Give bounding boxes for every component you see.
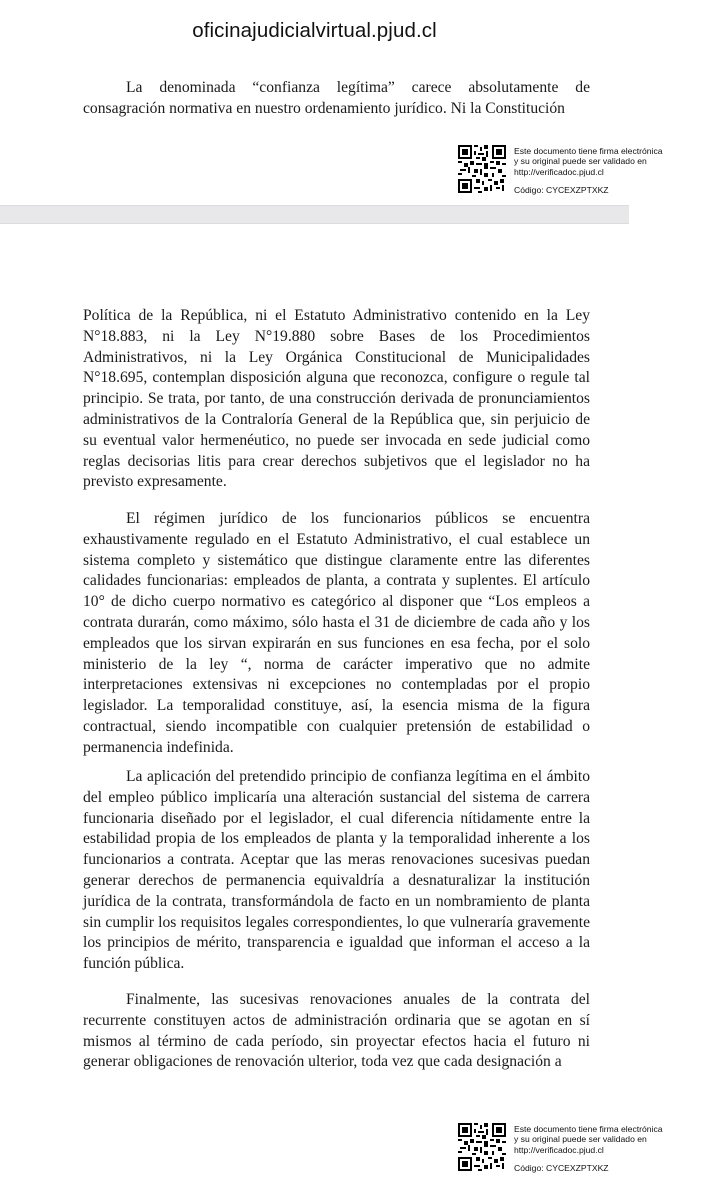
url-text: oficinajudicialvirtual.pjud.cl [192, 19, 437, 42]
verification-code: Código: CYCEXZPTXKZ [514, 184, 609, 195]
verification-stamp-bottom[interactable] [458, 1123, 663, 1173]
browser-url-bar[interactable] [0, 0, 629, 62]
document-paragraph-5: Finalmente, las sucesivas renovaciones anuales de la contrata del recurrente constituyen actos de administración ordinaria que se agotan en sí mismos al término de cada período, sin proyectar efectos hacia el futuro ni generar obligaciones de renovación ulterior, toda vez que cada designación a [83, 991, 590, 1071]
verification-code: Código: CYCEXZPTXKZ [514, 1162, 609, 1173]
document-paragraph-4: La aplicación del pretendido principio de confianza legítima en el ámbito del empleo público implicaría una alteración sustancial del sistema de carrera funcionaria diseñado por el legislador, el cual diferencia nítidamente entre la estabilidad propia de los empleados de planta y la temporalidad inherente a los funcionarios a contrata. Aceptar que las meras renovaciones sucesivas puedan generar derechos de permanencia equivaldría a desnaturalizar la institución jurídica de la contrata, transformándola de facto en un nombramiento de planta sin cumplir los requisitos legales correspondientes, lo que vulneraría gravemente los principios de mérito, transparencia e igualdad que informan el acceso a la función pública. [83, 768, 590, 973]
verification-text: Este documento tiene firma electrónica y su original puede ser validado en http://verificadoc.pjud.cl Código: CYCEXZPTXKZ [514, 146, 714, 195]
document-paragraph-1: La denominada “confianza legítima” carece absolutamente de consagración normativa en nuestro ordenamiento jurídico. Ni la Constitución [83, 79, 590, 117]
page-break-divider [0, 205, 629, 224]
document-paragraph-3: El régimen jurídico de los funcionarios públicos se encuentra exhaustivamente regulado en el Estatuto Administrativo, el cual establece un sistema completo y sistemático que distingue claramente entre las diferentes calidades funcionarias: empleados de planta, a contrata y suplentes. El artículo 10° de dicho cuerpo normativo es categórico al disponer que “Los empleos a contrata durarán, como máximo, sólo hasta el 31 de diciembre de cada año y los empleados que los sirvan expirarán en sus funciones en esa fecha, por el solo ministerio de la ley “, norma de carácter imperativo que no admite interpretaciones extensivas ni excepciones no contempladas por el propio legislador. La temporalidad constituye, así, la esencia misma de la figura contractual, siendo incompatible con cualquier pretensión de estabilidad o permanencia indefinida. [83, 510, 590, 756]
qr-code-icon [458, 1123, 506, 1171]
document-paragraph-2: Política de la República, ni el Estatuto Administrativo contenido en la Ley N°18.883, ni la Ley N°19.880 sobre Bases de los Procedimientos Administrativos, ni la Ley Orgánica Constitucional de Municipalidades N°18.695, contemplan disposición alguna que reconozca, configure o regule tal principio. Se trata, por tanto, de una construcción derivada de pronunciamientos administrativos de la Contraloría General de la República que, sin perjuicio de su eventual valor hermenéutico, no puede ser invocada en sede judicial como reglas decisorias litis para crear derechos subjetivos que el legislador no ha previsto expresamente. [83, 307, 590, 491]
verification-stamp-top[interactable] [458, 145, 663, 195]
verification-link[interactable]: http://verificadoc.pjud.cl [514, 1144, 604, 1155]
qr-code-icon [458, 145, 506, 193]
verification-link[interactable]: http://verificadoc.pjud.cl [514, 166, 604, 177]
verification-text: Este documento tiene firma electrónica y su original puede ser validado en http://verificadoc.pjud.cl Código: CYCEXZPTXKZ [514, 1124, 714, 1173]
